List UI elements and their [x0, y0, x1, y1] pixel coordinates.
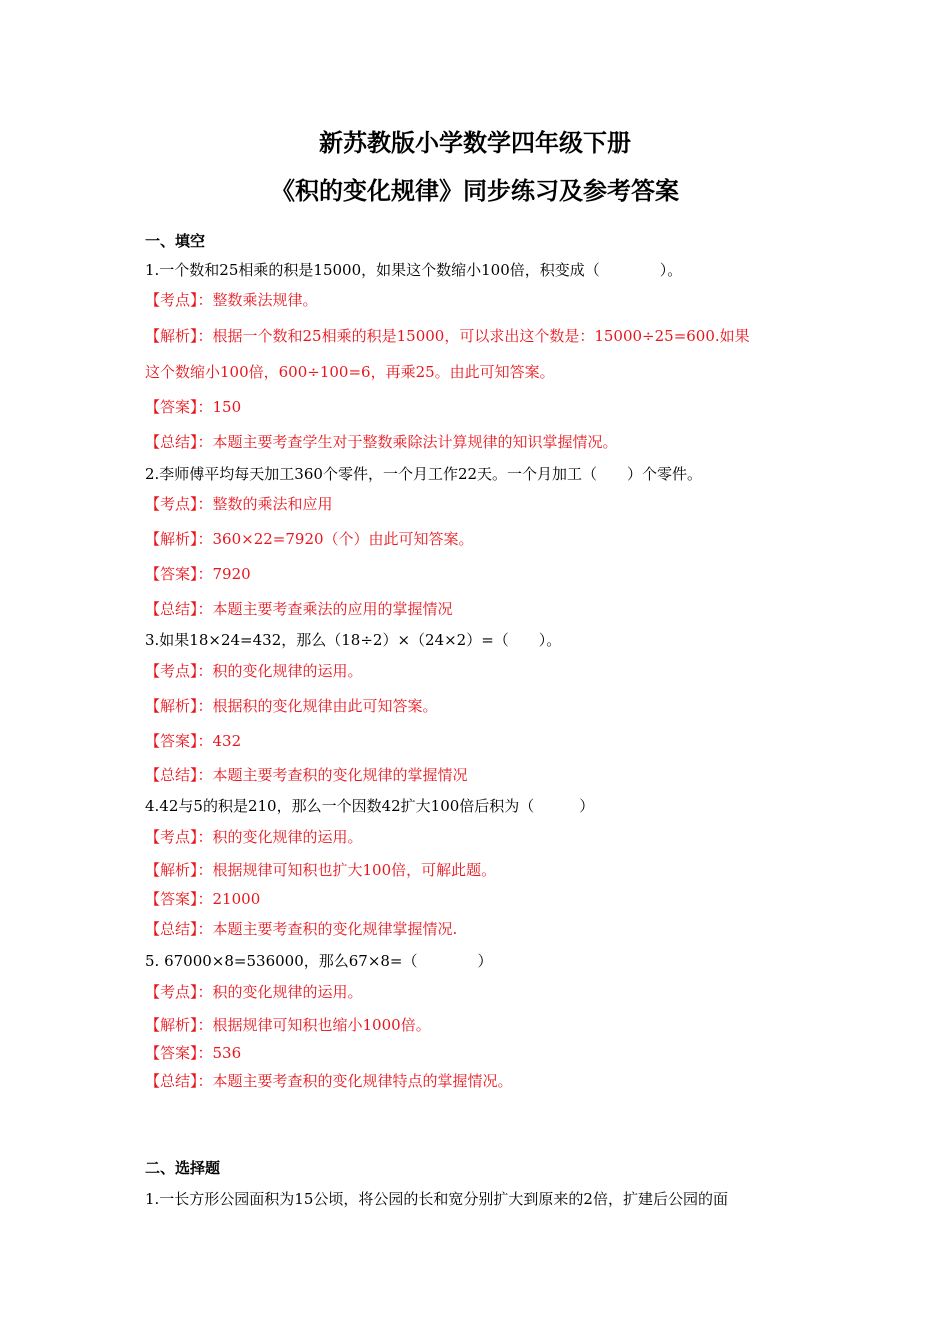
- question-4-text: 4.42与5的积是210，那么一个因数42扩大100倍后积为（ ）: [145, 797, 595, 815]
- jiexi-tag: 【解析】：: [145, 327, 213, 345]
- section-heading-multiple-choice: 二、选择题: [145, 1159, 221, 1177]
- question-3-text: 3.如果18×24=432，那么（18÷2）×（24×2）=（ ）。: [145, 631, 562, 649]
- q1-zongjie-line: [145, 432, 810, 452]
- q2-kaodian-line: [145, 494, 810, 514]
- q5-jiexi: 根据规律可知积也缩小1000倍。: [212, 1016, 431, 1034]
- q4-daan: 21000: [212, 890, 261, 908]
- q5-kaodian: 积的变化规律的运用。: [212, 983, 363, 1001]
- q5-daan: 536: [212, 1044, 242, 1062]
- q5-kaodian-line: [145, 982, 810, 1002]
- q1-kaodian: 整数乘法规律。: [212, 291, 318, 309]
- document-title-line1: 新苏教版小学数学四年级下册: [319, 129, 631, 157]
- daan-tag: 【答案】：: [145, 1044, 213, 1062]
- zongjie-tag: 【总结】：: [145, 600, 213, 618]
- section2-question-1-text: 1.一长方形公园面积为15公顷，将公园的长和宽分别扩大到原来的2倍，扩建后公园的面: [145, 1190, 728, 1208]
- q1-daan: 150: [212, 398, 242, 416]
- q2-jiexi: 360×22=7920（个）由此可知答案。: [212, 530, 474, 548]
- kaodian-tag: 【考点】：: [145, 291, 213, 309]
- daan-tag: 【答案】：: [145, 398, 213, 416]
- q1-jiexi-1: 根据一个数和25相乘的积是15000，可以求出这个数是：15000÷25=600.如果: [212, 327, 750, 345]
- zongjie-tag: 【总结】：: [145, 1072, 213, 1090]
- jiexi-tag: 【解析】：: [145, 530, 213, 548]
- q4-zongjie-line: [145, 919, 810, 939]
- q5-daan-line: [145, 1043, 810, 1063]
- jiexi-tag: 【解析】：: [145, 861, 213, 879]
- q3-kaodian-line: [145, 661, 810, 681]
- q1-jiexi-line2: 这个数缩小100倍，600÷100=6，再乘25。由此可知答案。: [145, 363, 555, 381]
- q2-daan-line: [145, 564, 810, 584]
- q3-daan: 432: [212, 732, 242, 750]
- q3-jiexi: 根据积的变化规律由此可知答案。: [212, 697, 438, 715]
- q4-jiexi-line: [145, 860, 810, 880]
- kaodian-tag: 【考点】：: [145, 983, 213, 1001]
- q4-daan-line: [145, 889, 810, 909]
- q2-kaodian: 整数的乘法和应用: [212, 495, 333, 513]
- question-1-text: 1.一个数和25相乘的积是15000，如果这个数缩小100倍，积变成（ ）。: [145, 261, 683, 279]
- kaodian-tag: 【考点】：: [145, 662, 213, 680]
- kaodian-tag: 【考点】：: [145, 495, 213, 513]
- q3-zongjie-line: [145, 765, 810, 785]
- zongjie-tag: 【总结】：: [145, 766, 213, 784]
- zongjie-tag: 【总结】：: [145, 920, 213, 938]
- daan-tag: 【答案】：: [145, 565, 213, 583]
- question-5-text: 5. 67000×8=536000，那么67×8=（ ）: [145, 952, 493, 970]
- q4-jiexi: 根据规律可知积也扩大100倍，可解此题。: [212, 861, 497, 879]
- q4-zongjie: 本题主要考查积的变化规律掌握情况.: [212, 920, 458, 938]
- document-title-line2: 《积的变化规律》同步练习及参考答案: [271, 177, 679, 205]
- q2-daan: 7920: [212, 565, 251, 583]
- q3-daan-line: [145, 731, 810, 751]
- q2-jiexi-line: [145, 529, 810, 549]
- q1-zongjie: 本题主要考查学生对于整数乘除法计算规律的知识掌握情况。: [212, 433, 618, 451]
- q5-zongjie: 本题主要考查积的变化规律特点的掌握情况。: [212, 1072, 513, 1090]
- q2-zongjie-line: [145, 599, 810, 619]
- daan-tag: 【答案】：: [145, 732, 213, 750]
- q4-kaodian-line: [145, 827, 810, 847]
- section-heading-fill-blank: 一、填空: [145, 232, 206, 250]
- q5-zongjie-line: [145, 1071, 810, 1091]
- kaodian-tag: 【考点】：: [145, 828, 213, 846]
- q3-zongjie: 本题主要考查积的变化规律的掌握情况: [212, 766, 468, 784]
- q4-kaodian: 积的变化规律的运用。: [212, 828, 363, 846]
- q1-kaodian-line: [145, 290, 810, 310]
- jiexi-tag: 【解析】：: [145, 1016, 213, 1034]
- q5-jiexi-line: [145, 1015, 810, 1035]
- q3-kaodian: 积的变化规律的运用。: [212, 662, 363, 680]
- jiexi-tag: 【解析】：: [145, 697, 213, 715]
- q1-jiexi-line: [145, 326, 810, 346]
- zongjie-tag: 【总结】：: [145, 433, 213, 451]
- question-2-text: 2.李师傅平均每天加工360个零件，一个月工作22天。一个月加工（ ）个零件。: [145, 465, 703, 483]
- q1-daan-line: [145, 397, 810, 417]
- q2-zongjie: 本题主要考查乘法的应用的掌握情况: [212, 600, 453, 618]
- q3-jiexi-line: [145, 696, 810, 716]
- daan-tag: 【答案】：: [145, 890, 213, 908]
